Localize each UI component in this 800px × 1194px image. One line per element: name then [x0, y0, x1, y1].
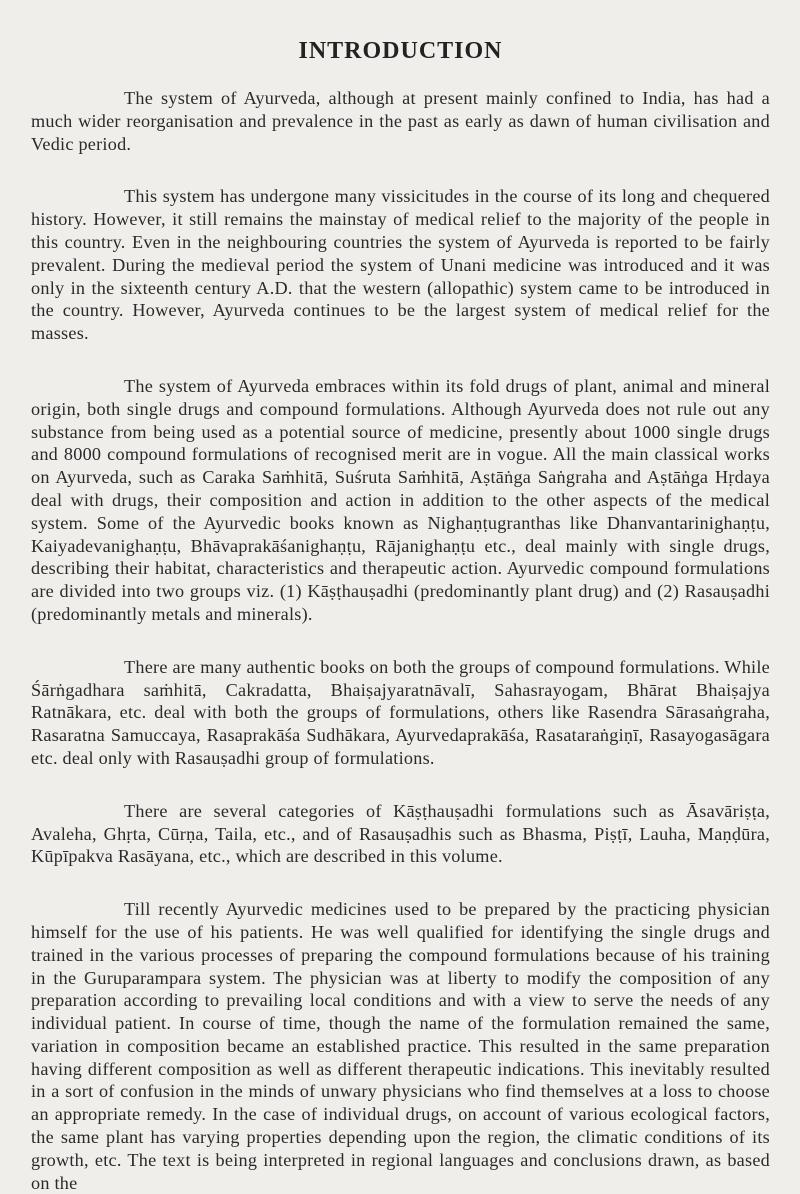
paragraph-1: The system of Ayurveda, although at present mainly confined to India, has had a much wider reorganisation and prevalence in the past as early as dawn of human civilisation and Vedic period. — [31, 88, 770, 154]
page-title: INTRODUCTION — [298, 38, 503, 64]
paragraph-4: There are many authentic books on both the groups of compound formulations. While Śārṅgadhara saṁhitā, Cakradatta, Bhaiṣajyaratnāvalī, Sahasrayogam, Bhārat Bhaiṣajya Ratnākara, etc. deal with both the groups of formulations, others like Rasendra Sārasaṅgraha, Rasaratna Samuccaya, Rasaprakāśa Sudhākara, Ayurvedaprakāśa, Rasataraṅgiṇī, Rasayogasāgara etc. deal only with Rasauṣadhi group of formulations. — [31, 656, 770, 768]
paragraph-6: Till recently Ayurvedic medicines used to be prepared by the practicing physician himself for the use of his patients. He was well qualified for identifying the single drugs and trained in the various processes of preparing the compound formulations because of his training in the Guruparampara system. The physician was at liberty to modify the composition of any preparation according to prevailing local conditions and with a view to serve the needs of any individual patient. In course of time, though the name of the formulation remained the same, variation in composition became an established practice. This resulted in the same preparation having different composition as well as different therapeutic indications. This inevitably resulted in a sort of confusion in the minds of unwary physicians who find themselves at a loss to choose an appropriate remedy. In the case of individual drugs, on account of various ecological factors, the same plant has varying properties depending upon the region, the climatic conditions of its growth, etc. The text is being interpreted in regional languages and conclusions drawn, as based on the — [31, 899, 770, 1193]
paragraph-2: This system has undergone many vissicitudes in the course of its long and chequered history. However, it still remains the mainstay of medical relief to the majority of the people in this country. Even in the neighbouring countries the system of Ayurveda is reported to be fairly prevalent. During the medieval period the system of Unani medicine was introduced and it was only in the sixteenth century A.D. that the western (allopathic) system came to be introduced in the country. However, Ayurveda continues to be the largest system of medical relief for the masses. — [31, 186, 770, 344]
paragraph-3: The system of Ayurveda embraces within its fold drugs of plant, animal and mineral origin, both single drugs and compound formulations. Although Ayurveda does not rule out any substance from being used as a potential source of medicine, presently about 1000 single drugs and 8000 compound formulations of recognised merit are in vogue. All the main classical works on Ayurveda, such as Caraka Saṁhitā, Suśruta Saṁhitā, Aṣtāṅga Saṅgraha and Aṣtāṅga Hṛdaya deal with drugs, their composition and action in addition to the other aspects of the medical system. Some of the Ayurvedic books known as Nighaṇṭugranthas like Dhanvantarinighaṇṭu, Kaiyadevanighaṇṭu, Bhāvaprakāśanighaṇṭu, Rājanighaṇṭu etc., deal mainly with single drugs, describing their habitat, characteristics and therapeutic action. Ayurvedic compound formulations are divided into two groups viz. (1) Kāṣṭhauṣadhi (predominantly plant drug) and (2) Rasauṣadhi (predominantly metals and minerals). — [31, 375, 770, 624]
paragraph-5: There are several categories of Kāṣṭhauṣadhi formulations such as Āsavāriṣṭa, Avaleha, Ghṛta, Cūrṇa, Taila, etc., and of Rasauṣadhis such as Bhasma, Piṣṭī, Lauha, Maṇḍūra, Kūpīpakva Rasāyana, etc., which are described in this volume. — [31, 800, 770, 867]
